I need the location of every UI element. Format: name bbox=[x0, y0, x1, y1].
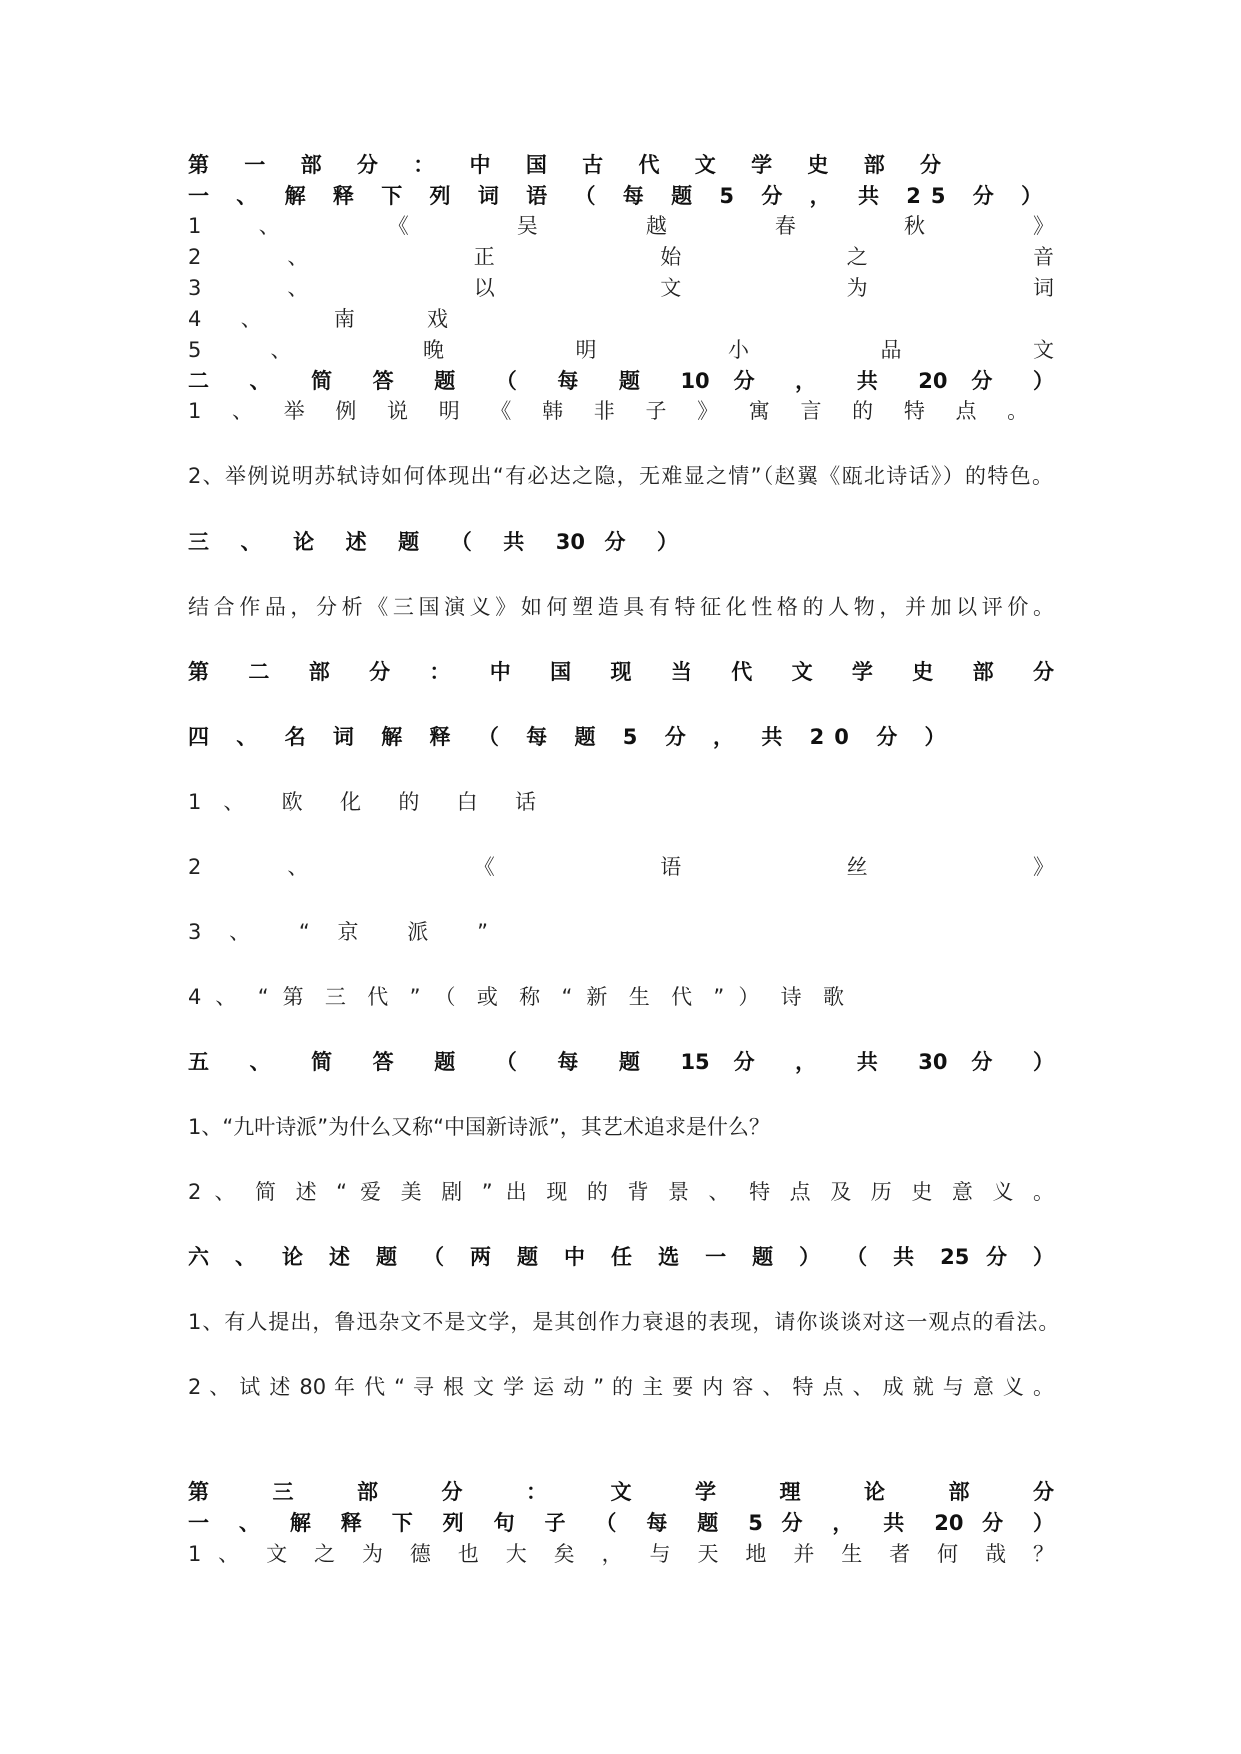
part2-section6-item-2: 2 、 试 述 80 年 代 “ 寻 根 文 学 运 动 ” 的 主 要 内 容 、 特 点 、 成 就 与 意 义 。 bbox=[188, 1375, 1054, 1399]
part1-section1-item-4: 4 、 南 戏 bbox=[188, 307, 448, 331]
part1-section1-title: 一 、 解 释 下 列 词 语 （ 每 题 5 分 ， 共 25 分 ） bbox=[188, 184, 1053, 208]
part2-section6-title: 六 、 论 述 题 （ 两 题 中 任 选 一 题 ） （ 共 25 分 ） bbox=[188, 1245, 1054, 1269]
part2-section4-item-2: 2 、 《 语 丝 》 bbox=[188, 855, 1054, 879]
part2-section4-item-4: 4 、 “ 第 三 代 ” （ 或 称 “ 新 生 代 ” ） 诗 歌 bbox=[188, 985, 844, 1009]
part2-heading: 第 二 部 分 ： 中 国 现 当 代 文 学 史 部 分 bbox=[188, 660, 1054, 684]
part2-section6-item-1: 1、有人提出，鲁迅杂文不是文学，是其创作力衰退的表现，请你谈谈对这一观点的看法。 bbox=[188, 1310, 1061, 1334]
part2-section4-item-1: 1 、 欧 化 的 白 话 bbox=[188, 790, 536, 814]
part1-section2-title: 二 、 简 答 题 （ 每 题 10 分 ， 共 20 分 ） bbox=[188, 369, 1054, 393]
part2-section5-item-2: 2 、 简 述 “ 爱 美 剧 ” 出 现 的 背 景 、 特 点 及 历 史 意 义 。 bbox=[188, 1180, 1054, 1204]
part1-section3-title: 三 、 论 述 题 （ 共 30 分 ） bbox=[188, 530, 678, 554]
part2-section5-item-1: 1、“九叶诗派”为什么又称“中国新诗派”，其艺术追求是什么？ bbox=[188, 1115, 770, 1139]
part1-section1-item-3: 3 、 以 文 为 词 bbox=[188, 276, 1054, 300]
part2-section4-title: 四 、 名 词 解 释 （ 每 题 5 分 ， 共 20 分 ） bbox=[188, 725, 956, 749]
part1-section1-item-5: 5 、 晚 明 小 品 文 bbox=[188, 338, 1054, 362]
part1-section1-item-1: 1 、 《 吴 越 春 秋 》 bbox=[188, 214, 1054, 238]
part1-heading: 第 一 部 分 ： 中 国 古 代 文 学 史 部 分 bbox=[188, 153, 956, 177]
part3-section1-item-1: 1 、 文 之 为 德 也 大 矣 ， 与 天 地 并 生 者 何 哉 ？ bbox=[188, 1542, 1054, 1566]
part1-section3-item-1: 结合作品，分析《三国演义》如何塑造具有特征化性格的人物，并加以评价。 bbox=[188, 595, 1054, 619]
part1-section1-item-2: 2 、 正 始 之 音 bbox=[188, 245, 1054, 269]
part2-section4-item-3: 3 、 “ 京 派 ” bbox=[188, 920, 488, 944]
part1-section2-item-1: 1 、 举 例 说 明 《 韩 非 子 》 寓 言 的 特 点 。 bbox=[188, 399, 1041, 423]
part2-section5-title: 五 、 简 答 题 （ 每 题 15 分 ， 共 30 分 ） bbox=[188, 1050, 1054, 1074]
part3-section1-title: 一 、 解 释 下 列 句 子 （ 每 题 5 分 ， 共 20 分 ） bbox=[188, 1511, 1054, 1535]
part3-heading: 第 三 部 分 ： 文 学 理 论 部 分 bbox=[188, 1480, 1054, 1504]
part1-section2-item-2: 2、举例说明苏轼诗如何体现出“有必达之隐，无难显之情”（赵翼《瓯北诗话》）的特色。 bbox=[188, 464, 1054, 488]
